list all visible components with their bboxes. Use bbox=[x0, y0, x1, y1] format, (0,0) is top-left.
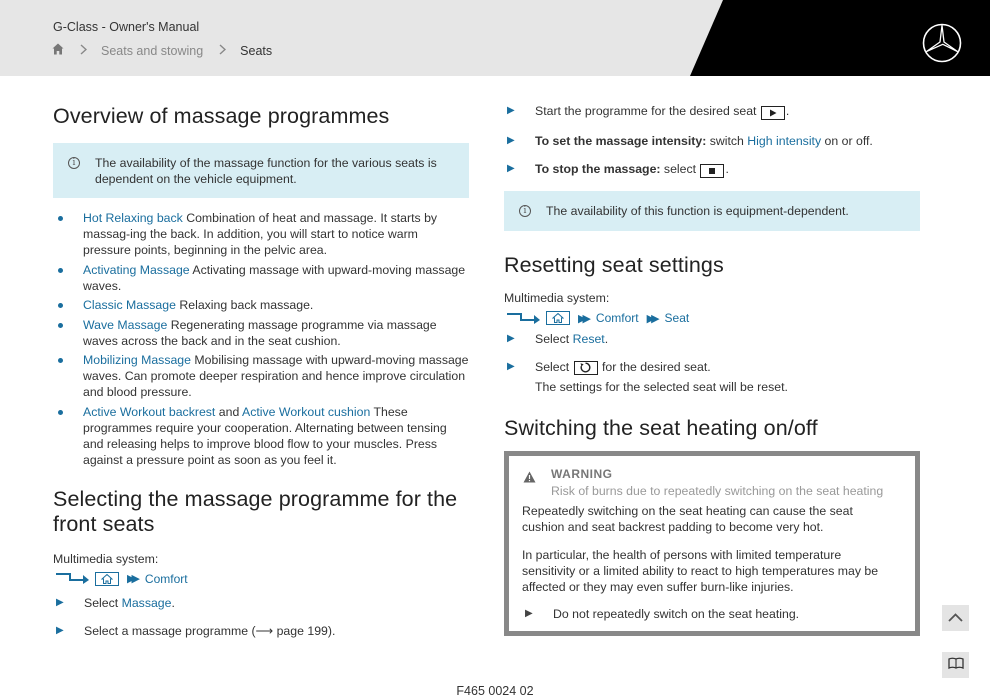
home-icon[interactable] bbox=[52, 43, 64, 58]
warning-subtitle: Risk of burns due to repeatedly switching on the seat heating bbox=[551, 484, 884, 498]
availability-note bbox=[53, 143, 469, 198]
chevron-right-icon bbox=[219, 44, 226, 58]
step-result: The settings for the selected seat will be reset. bbox=[535, 380, 788, 395]
double-chevron-icon: ▶▶ bbox=[578, 312, 587, 325]
step-text: Select bbox=[535, 332, 573, 347]
programme-name[interactable]: Active Workout backrest bbox=[83, 404, 216, 419]
double-chevron-icon: ▶▶ bbox=[646, 312, 656, 325]
warning-header bbox=[509, 456, 915, 499]
equipment-note bbox=[504, 191, 920, 231]
step-text: . bbox=[785, 104, 790, 118]
reset-icon[interactable] bbox=[574, 361, 598, 375]
step-text: select bbox=[660, 162, 700, 176]
step-stop-massage bbox=[504, 161, 920, 178]
multimedia-system-label: Multimedia system: bbox=[53, 551, 159, 566]
step-text[interactable]: Select a massage programme (⟶ page 199). bbox=[84, 623, 336, 638]
list-item bbox=[53, 262, 469, 294]
navigation-path bbox=[507, 309, 920, 327]
programme-desc: These programmes require your cooperation. Alternating between tensing and releasing helps to improve blood flow to your muscles. Press against a pressure point as soon as you feel it. bbox=[83, 404, 447, 467]
breadcrumb bbox=[52, 43, 272, 58]
programme-desc: Mobilising massage with upward-moving massage waves. Can promote deeper respiration and hence improve circulation and blood pressure. bbox=[83, 353, 469, 400]
warning-box bbox=[504, 451, 920, 636]
warning-action-text: Do not repeatedly switch on the seat heating. bbox=[553, 607, 800, 621]
programme-desc: Activating massage with upward-moving massage waves. bbox=[83, 262, 466, 293]
step-arrow-icon: ▶ bbox=[56, 596, 64, 608]
chevron-right-icon bbox=[80, 44, 87, 58]
step-arrow-icon: ▶ bbox=[507, 163, 515, 174]
manual-button[interactable] bbox=[942, 652, 969, 678]
step-text: . bbox=[725, 162, 729, 176]
warning-paragraph-1: Repeatedly switching on the seat heating can cause the seat cushion and seat backrest padding to become very hot. bbox=[522, 504, 853, 534]
warning-paragraph-2: In particular, the health of persons with limited temperature sensitivity or a limited ability to react to high temperatures may be affected or they may even suffer burn-like injuries. bbox=[522, 548, 879, 594]
navigation-path bbox=[56, 570, 469, 588]
step-select-programme bbox=[53, 623, 469, 639]
list-item bbox=[53, 404, 469, 468]
manual-title: G-Class - Owner's Manual bbox=[53, 20, 200, 34]
step-text: . bbox=[604, 332, 609, 347]
programme-desc: Relaxing back massage. bbox=[175, 298, 314, 313]
right-column bbox=[504, 104, 920, 441]
programme-name[interactable]: Active Workout cushion bbox=[242, 404, 371, 419]
menu-seat[interactable]: Seat bbox=[664, 311, 690, 326]
nav-arrow-icon bbox=[507, 310, 541, 327]
step-bold-label: To stop the massage: bbox=[535, 162, 661, 176]
programme-name[interactable]: Hot Relaxing back bbox=[83, 211, 183, 226]
massage-programme-list bbox=[53, 210, 469, 468]
availability-note-text: The availability of the massage function for the various seats is dependent on the vehicle equipment. bbox=[95, 156, 437, 187]
multimedia-system-label: Multimedia system: bbox=[504, 291, 610, 306]
header-bar bbox=[0, 0, 990, 76]
step-text: Start the programme for the desired seat bbox=[535, 104, 760, 118]
step-arrow-icon: ▶ bbox=[507, 135, 515, 146]
step-bold-label: To set the massage intensity: bbox=[535, 134, 707, 148]
list-item bbox=[53, 297, 469, 313]
programme-name[interactable]: Wave Massage bbox=[83, 317, 168, 332]
conjunction: and bbox=[215, 404, 243, 419]
step-select-reset bbox=[504, 331, 920, 347]
step-arrow-icon: ▶ bbox=[56, 624, 64, 636]
menu-high-intensity[interactable]: High intensity bbox=[747, 134, 822, 148]
step-arrow-icon: ▶ bbox=[507, 333, 515, 345]
step-text: switch bbox=[706, 134, 748, 148]
warning-heading-block bbox=[551, 467, 883, 499]
step-select-seat-reset bbox=[504, 359, 920, 395]
double-chevron-icon: ▶▶ bbox=[127, 573, 136, 586]
menu-reset[interactable]: Reset bbox=[572, 332, 605, 347]
step-text: . bbox=[171, 595, 175, 610]
menu-massage[interactable]: Massage bbox=[121, 595, 172, 610]
equipment-note-text: The availability of this function is equipment-dependent. bbox=[546, 204, 849, 218]
info-icon: i bbox=[519, 205, 531, 217]
step-text: on or off. bbox=[821, 134, 873, 148]
step-select-massage bbox=[53, 595, 469, 611]
home-icon[interactable] bbox=[546, 311, 570, 325]
warning-action bbox=[522, 606, 915, 622]
stop-icon[interactable] bbox=[700, 164, 724, 178]
list-item bbox=[53, 317, 469, 349]
step-arrow-icon: ▶ bbox=[507, 105, 515, 116]
list-item bbox=[53, 352, 469, 400]
left-column bbox=[53, 104, 469, 639]
info-icon: i bbox=[68, 157, 80, 169]
mercedes-star-logo[interactable] bbox=[922, 23, 962, 63]
programme-desc: Regenerating massage programme via massage waves across the back and in the seat cushion. bbox=[83, 317, 437, 348]
warning-title: WARNING bbox=[551, 467, 613, 481]
resetting-heading: Resetting seat settings bbox=[504, 253, 724, 277]
menu-comfort[interactable]: Comfort bbox=[144, 571, 188, 586]
scroll-up-button[interactable] bbox=[942, 605, 969, 631]
step-text: Select bbox=[535, 360, 573, 375]
programme-desc: Combination of heat and massage. It starts by massag-ing the back. In addition, you will start to notice warm pressure points, beginning in the pelvic area. bbox=[83, 211, 438, 258]
step-start-programme bbox=[504, 103, 920, 120]
programme-name[interactable]: Mobilizing Massage bbox=[83, 353, 191, 368]
breadcrumb-current-seats: Seats bbox=[240, 43, 273, 58]
step-set-intensity bbox=[504, 133, 920, 149]
figure-code: F465 0024 02 bbox=[456, 684, 534, 698]
programme-name[interactable]: Classic Massage bbox=[83, 298, 176, 313]
home-icon[interactable] bbox=[95, 572, 119, 586]
list-item bbox=[53, 210, 469, 258]
step-arrow-icon: ▶ bbox=[507, 361, 515, 373]
heating-heading: Switching the seat heating on/off bbox=[504, 416, 818, 441]
select-front-heading: Selecting the massage programme for the front seats bbox=[53, 486, 458, 536]
nav-arrow-icon bbox=[56, 570, 90, 587]
manual-icon bbox=[948, 656, 964, 674]
step-arrow-icon: ▶ bbox=[525, 608, 533, 619]
warning-triangle-icon bbox=[523, 470, 536, 488]
scroll-up-icon bbox=[948, 609, 963, 627]
step-text: for the desired seat. bbox=[598, 360, 711, 375]
breadcrumb-link-seats-and-stowing[interactable]: Seats and stowing bbox=[101, 43, 204, 58]
play-icon[interactable] bbox=[761, 106, 785, 120]
overview-heading: Overview of massage programmes bbox=[53, 104, 390, 128]
step-text: Select bbox=[84, 595, 122, 610]
programme-name[interactable]: Activating Massage bbox=[83, 262, 190, 277]
menu-comfort[interactable]: Comfort bbox=[595, 311, 639, 326]
